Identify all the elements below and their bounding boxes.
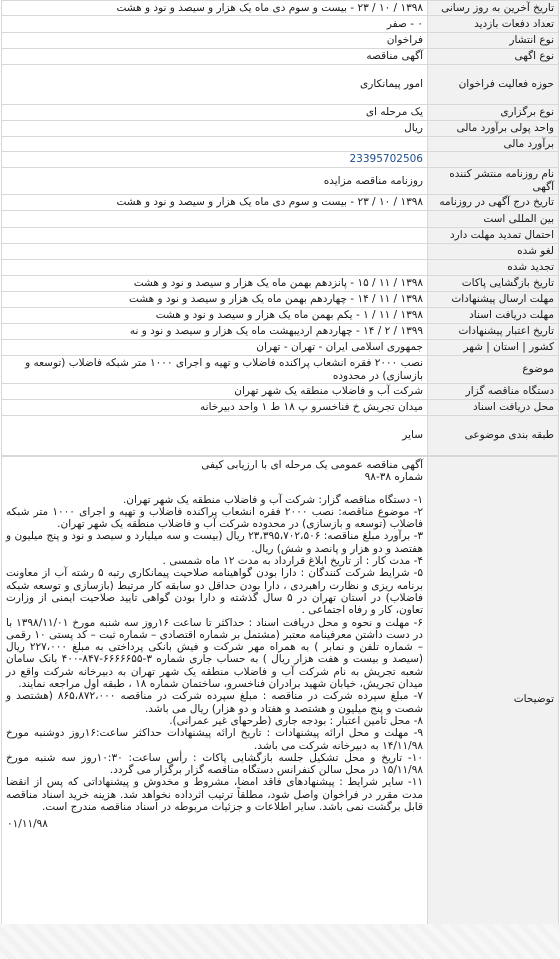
tender-info-table: [1, 0, 559, 456]
info-row-value: شرکت آب و فاضلاب منطقه یک شهر تهران: [2, 384, 428, 400]
info-row: [2, 384, 559, 400]
info-row-value: ۱۳۹۸ / ۱۰ / ۲۳ - بیست و سوم دی ماه یک هزار و سیصد و نود و هشت: [2, 195, 428, 211]
info-row-label: موضوع: [428, 356, 559, 384]
info-row: [2, 244, 559, 260]
info-row-value: ۱۳۹۸ / ۱۱ / ۱۴ - چهاردهم بهمن ماه یک هزار و سیصد و نود و هشت: [2, 292, 428, 308]
info-row: [2, 49, 559, 65]
info-row-value: [2, 260, 428, 276]
info-row-label: مهلت ارسال پیشنهادات: [428, 292, 559, 308]
info-row-value: ۱۳۹۸ / ۱۱ / ۱۵ - پانزدهم بهمن ماه یک هزار و سیصد و نود و هشت: [2, 276, 428, 292]
info-row-label: بین المللی است: [428, 211, 559, 228]
info-row-label: محل دریافت اسناد: [428, 400, 559, 416]
info-row-label: طبقه بندی موضوعی: [428, 416, 559, 456]
info-row-value: جمهوری اسلامی ایران - تهران - تهران: [2, 340, 428, 356]
info-row: [2, 340, 559, 356]
info-row-value: [2, 211, 428, 228]
info-row-label: [428, 152, 559, 168]
description-paragraph: ۴- مدت کار : از تاریخ ابلاغ قرارداد به مدت ۱۲ ماه شمسی .: [162, 555, 423, 568]
info-row: [2, 400, 559, 416]
info-row-value: [2, 228, 428, 244]
description-body: [2, 457, 428, 942]
info-row-label: دستگاه مناقصه گزار: [428, 384, 559, 400]
info-row: [2, 308, 559, 324]
page-footer-band: [0, 924, 560, 959]
info-row-label: نوع اگهی: [428, 49, 559, 65]
info-row: [2, 195, 559, 211]
info-row-value: آگهی مناقصه: [2, 49, 428, 65]
info-row-label: تاریخ اعتبار پیشنهادات: [428, 324, 559, 340]
info-row-label: نوع برگزاری: [428, 105, 559, 121]
info-row-label: کشور | استان | شهر: [428, 340, 559, 356]
description-paragraph: ۱- دستگاه مناقصه گزار: شرکت آب و فاضلاب منطقه یک شهر تهران.: [122, 493, 423, 506]
info-row-value: یک مرحله ای: [2, 105, 428, 121]
info-row: [2, 1, 559, 16]
info-row-value: ۱۳۹۸ / ۱۰ / ۲۳ - بیست و سوم دی ماه یک هزار و سیصد و نود و هشت: [2, 1, 428, 16]
info-row-value: ریال: [2, 121, 428, 137]
description-paragraph: ۵- شرایط شرکت کنندگان : دارا بودن گواهینامه صلاحیت پیمانکاری رتبه ۵ رشته آب از معاونت برنامه ریزی و نظارت راهبردی ، دارا بودن حداقل دو سابقه کار مرتبط (بازسازی و توسعه شبکه فاضلاب) در استان تهران در ۵ سال گذشته و دارا بودن گواهی تایید صلاحیت ایمنی از وزارت تعاون، کار و رفاه اجتماعی .: [6, 567, 423, 617]
info-row-label: تجدید شده: [428, 260, 559, 276]
info-row-value: فراخوان: [2, 33, 428, 49]
info-row-label: حوزه فعالیت فراخوان: [428, 65, 559, 105]
info-row-value: [2, 244, 428, 260]
info-row: [2, 211, 559, 228]
description-section: [1, 456, 559, 942]
description-side-date: ۰۱/۱۱/۹۸: [7, 818, 48, 830]
info-row-value: [2, 137, 428, 152]
info-row-label: تعداد دفعات بازدید: [428, 16, 559, 33]
info-row-label: تاریخ درج آگهی در روزنامه: [428, 195, 559, 211]
info-row-label: تاریخ آخرین به روز رسانی: [428, 1, 559, 16]
info-row-value: ۱۳۹۹ / ۲ / ۱۴ - چهاردهم اردیبهشت ماه یک هزار و سیصد و نود و نه: [2, 324, 428, 340]
info-row-value: روزنامه مناقصه مزایده: [2, 168, 428, 195]
info-row-label: تاریخ بازگشایی پاکات: [428, 276, 559, 292]
description-paragraphs: [6, 459, 423, 813]
info-row: [2, 65, 559, 105]
info-row-value: امور پیمانکاری: [2, 65, 428, 105]
description-paragraph: ۹- مهلت و محل ارائه پیشنهادات : تاریخ ارائه پیشنهادات حداکثر ساعت:۱۶روز دوشنبه مورخ ۱۴/۱۱/۹۸ به دبیرخانه شرکت می باشد.: [6, 727, 423, 752]
info-row: [2, 324, 559, 340]
description-table: [1, 456, 559, 942]
info-row: [2, 356, 559, 384]
info-row: [2, 121, 559, 137]
info-row: [2, 33, 559, 49]
info-row-label: نوع انتشار: [428, 33, 559, 49]
info-row: [2, 260, 559, 276]
info-row-value: ۱۳۹۸ / ۱۱ / ۱ - یکم بهمن ماه یک هزار و سیصد و نود و هشت: [2, 308, 428, 324]
info-row-label: لغو شده: [428, 244, 559, 260]
description-paragraph: ۲- موضوع مناقصه: نصب ۲۰۰۰ فقره انشعاب پراکنده فاضلاب و تهیه و اجرای ۱۰۰۰ متر شبکه فاضلاب (توسعه و بازسازی) در محدوده شرکت آب و فاضلاب منطقه یک شهر تهران.: [6, 505, 424, 531]
info-row: [2, 276, 559, 292]
description-paragraph: شماره ۳۸-۹۸: [364, 471, 423, 484]
description-label: توضیحات: [428, 457, 559, 942]
description-paragraph: ۸- محل تامین اعتبار : بودجه جاری (طرحهای غیر عمرانی).: [169, 714, 423, 727]
info-row-label: برآورد مالی: [428, 137, 559, 152]
info-row: [2, 16, 559, 33]
info-row: [2, 292, 559, 308]
info-row-label: مهلت دریافت اسناد: [428, 308, 559, 324]
info-row: [2, 168, 559, 195]
info-row: [2, 228, 559, 244]
info-row: [2, 152, 559, 168]
info-row-value: نصب ۲۰۰۰ فقره انشعاب پراکنده فاضلاب و تهیه و اجرای ۱۰۰۰ متر شبکه فاضلاب (توسعه و بازسازی) در محدوده: [2, 356, 428, 384]
info-row-value: سایر: [2, 416, 428, 456]
info-row-value: میدان تجریش خ فناخسرو پ ۱۸ ط ۱ واحد دبیرخانه: [2, 400, 428, 416]
info-row: [2, 416, 559, 456]
description-paragraph: ۶- مهلت و نحوه و محل دریافت اسناد : حداکثر تا ساعت ۱۶روز سه شنبه مورخ ۱۳۹۸/۱۱/۰۱ با در دست داشتن معرفینامه معتبر (مشتمل بر شماره اقتصادی – شماره ثبت – کد پستی ۱۰ رقمی – شماره تلفن و نمابر ) به همراه مهر شرکت و فیش بانکی پرداختی به مبلغ ۲۲۷،۰۰۰ ریال (سیصد و بیست و هفت هزار ریال ) به حساب جاری شماره ۳-۶۶۶۶۶۵۵-۸۴۷-۴۰۰ بانک سامان شعبه تجریش به نام شرکت آب و فاضلاب منطقه یک شهر تهران به دبیرخانه شرکت واقع در میدان تجریش، خیابان شهید برادران فناخسرو، ساختمان شماره ۱۸ ، طبقه اول مراجعه نمایند.: [6, 616, 424, 691]
description-paragraph: ۱۱- سایر شرایط : پیشنهادهای فاقد امضا، مشروط و مخدوش و پیشنهاداتی که پس از انقضا مدت مقرر در فراخوان واصل شود، مطلقاً ترتیب اثرداده نخواهد شد. هزینه خرید اسناد مناقصه قابل برگشت نمی باشد. سایر اطلاعات و جزئیات مربوطه در اسناد مناقصه مندرج است.: [6, 776, 423, 814]
info-row: [2, 105, 559, 121]
info-row-label: واحد پولی برآورد مالی: [428, 121, 559, 137]
info-row-label: احتمال تمدید مهلت دارد: [428, 228, 559, 244]
description-paragraph: ۷- مبلغ سپرده شرکت در مناقصه : مبلغ سپرده شرکت در مناقصه ۸۶۵،۸۷۲،۰۰۰ (هشتصد و شصت و پنج میلیون و هشتصد و هفتاد و دو هزار) ریال می باشد.: [6, 690, 423, 715]
tender-detail-page: [1, 0, 559, 942]
info-row: [2, 137, 559, 152]
description-paragraph: آگهی مناقصه عمومی یک مرحله ای با ارزیابی کیفی: [201, 459, 423, 471]
description-paragraph: ۱۰- تاریخ و محل تشکیل جلسه بازگشایی پاکات : رأس ساعت: ۱۰:۳۰روز سه شنبه مورخ ۱۵/۱۱/۹۸ در محل سالن کنفرانس دستگاه مناقصه گزار برگزار می گردد.: [6, 751, 423, 777]
description-paragraph: ۳- برآورد مبلغ مناقصه: ۲۳،۳۹۵،۷۰۲،۵۰۶ ریال (بیست و سه میلیارد و سیصد و نود و پنج میلیون و هفتصد و دو هزار و پانصد و شش) ریال.: [6, 530, 423, 555]
info-row-value: 23395702506: [2, 152, 428, 168]
info-row-value: ۰ - صفر: [2, 16, 428, 33]
info-row-label: نام روزنامه منتشر کننده آگهی: [428, 168, 559, 195]
